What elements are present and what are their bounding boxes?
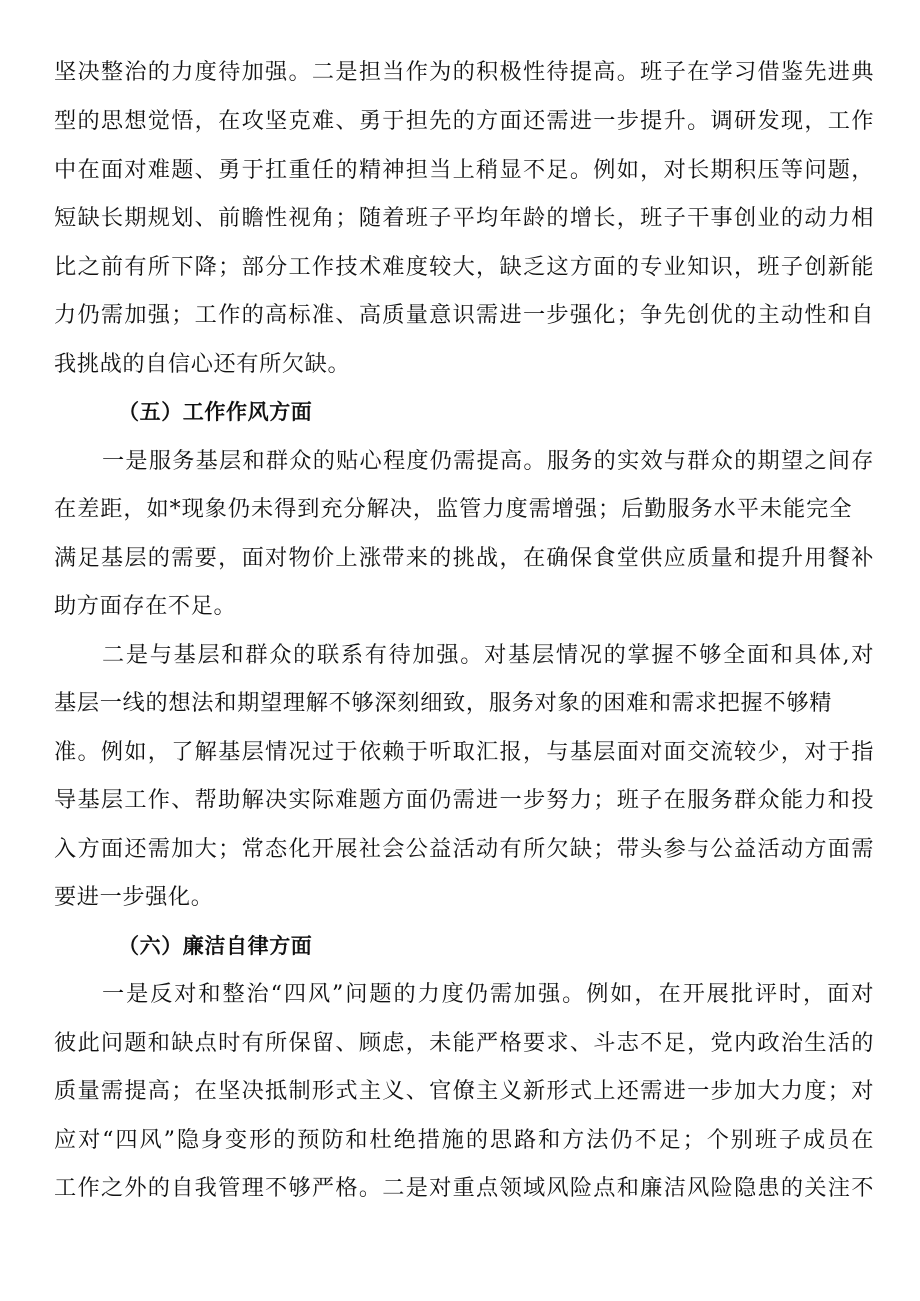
paragraph-line: 坚决整治的力度待加强。二是担当作为的积极性待提高。班子在学习借鉴先进典 xyxy=(54,59,874,85)
section-heading: （六）廉洁自律方面 xyxy=(118,934,313,958)
paragraph-line: 准。例如，了解基层情况过于依赖于听取汇报，与基层面对面交流较少，对于指 xyxy=(54,739,874,765)
paragraph-line: 在差距，如*现象仍未得到充分解决，监管力度需增强；后勤服务水平未能完全 xyxy=(54,496,852,522)
paragraph-line: 一是服务基层和群众的贴心程度仍需提高。服务的实效与群众的期望之间存 xyxy=(102,448,874,474)
paragraph-line: 中在面对难题、勇于扛重任的精神担当上稍显不足。例如，对长期积压等问题， xyxy=(54,157,874,183)
paragraph-line: 我挑战的自信心还有所欠缺。 xyxy=(54,351,351,377)
paragraph-line: 基层一线的想法和期望理解不够深刻细致，服务对象的困难和需求把握不够精 xyxy=(54,690,832,716)
paragraph-line: 满足基层的需要，面对物价上涨带来的挑战，在确保食堂供应质量和提升用餐补 xyxy=(54,545,874,571)
paragraph-line: 型的思想觉悟，在攻坚克难、勇于担先的方面还需进一步提升。调研发现，工作 xyxy=(54,108,874,134)
paragraph-line: 工作之外的自我管理不够严格。二是对重点领域风险点和廉洁风险隐患的关注不 xyxy=(54,1175,874,1201)
paragraph-line: 助方面存在不足。 xyxy=(54,593,237,619)
section-heading: （五）工作作风方面 xyxy=(118,400,313,424)
paragraph-line: 应对“四风”隐身变形的预防和杜绝措施的思路和方法仍不足；个别班子成员在 xyxy=(54,1127,874,1153)
paragraph-line: 质量需提高；在坚决抵制形式主义、官僚主义新形式上还需进一步加大力度；对 xyxy=(54,1078,874,1104)
paragraph-line: 彼此问题和缺点时有所保留、顾虑，未能严格要求、斗志不足，党内政治生活的 xyxy=(54,1030,874,1056)
paragraph-line: 二是与基层和群众的联系有待加强。对基层情况的掌握不够全面和具体,对 xyxy=(102,642,874,668)
paragraph-line: 入方面还需加大；常态化开展社会公益活动有所欠缺；带头参与公益活动方面需 xyxy=(54,836,874,862)
paragraph-line: 要进一步强化。 xyxy=(54,884,214,910)
paragraph-line: 导基层工作、帮助解决实际难题方面仍需进一步努力；班子在服务群众能力和投 xyxy=(54,787,874,813)
paragraph-line: 一是反对和整治“四风”问题的力度仍需加强。例如，在开展批评时，面对 xyxy=(102,981,874,1007)
paragraph-line: 力仍需加强；工作的高标准、高质量意识需进一步强化；争先创优的主动性和自 xyxy=(54,302,874,328)
paragraph-line: 短缺长期规划、前瞻性视角；随着班子平均年龄的增长，班子干事创业的动力相 xyxy=(54,205,874,231)
paragraph-line: 比之前有所下降；部分工作技术难度较大，缺乏这方面的专业知识，班子创新能 xyxy=(54,254,874,280)
